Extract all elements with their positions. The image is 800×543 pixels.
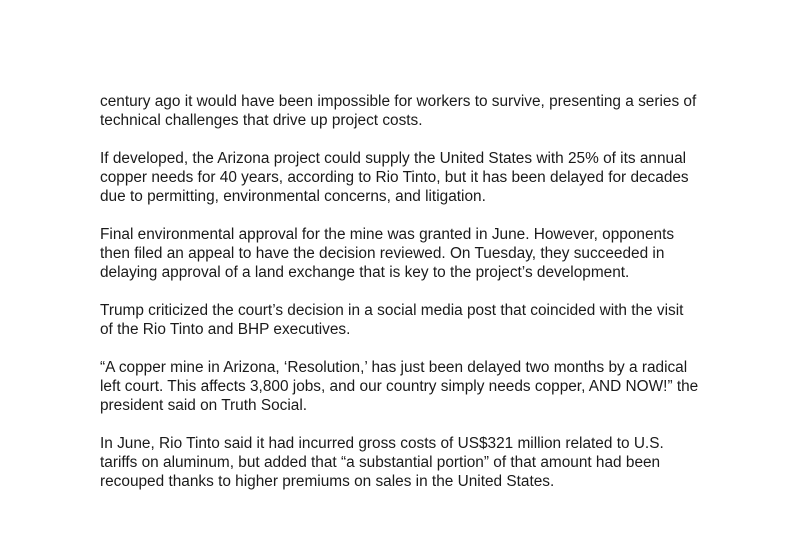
paragraph: “A copper mine in Arizona, ‘Resolution,’ has just been delayed two months by a radical left court. This affects 3,800 jobs, and our country simply needs copper, AND NOW!” the president said on Truth Social. (100, 359, 699, 414)
paragraph: Final environmental approval for the mine was granted in June. However, opponents then filed an appeal to have the decision reviewed. On Tuesday, they succeeded in delaying approval of a land exchange that is key to the project’s development. (100, 226, 675, 281)
paragraph: If developed, the Arizona project could supply the United States with 25% of its annual copper needs for 40 years, according to Rio Tinto, but it has been delayed for decades due to permitting, environmental concerns, and litigation. (100, 150, 689, 205)
paragraph: Trump criticized the court’s decision in a social media post that coincided with the visit of the Rio Tinto and BHP executives. (100, 302, 684, 338)
article-body (100, 92, 730, 510)
paragraph: century ago it would have been impossible for workers to survive, presenting a series of technical challenges that drive up project costs. (100, 93, 697, 129)
paragraph: In June, Rio Tinto said it had incurred gross costs of US$321 million related to U.S. tariffs on aluminum, but added that “a substantial portion” of that amount had been recouped thanks to higher premiums on sales in the United States. (100, 435, 664, 490)
